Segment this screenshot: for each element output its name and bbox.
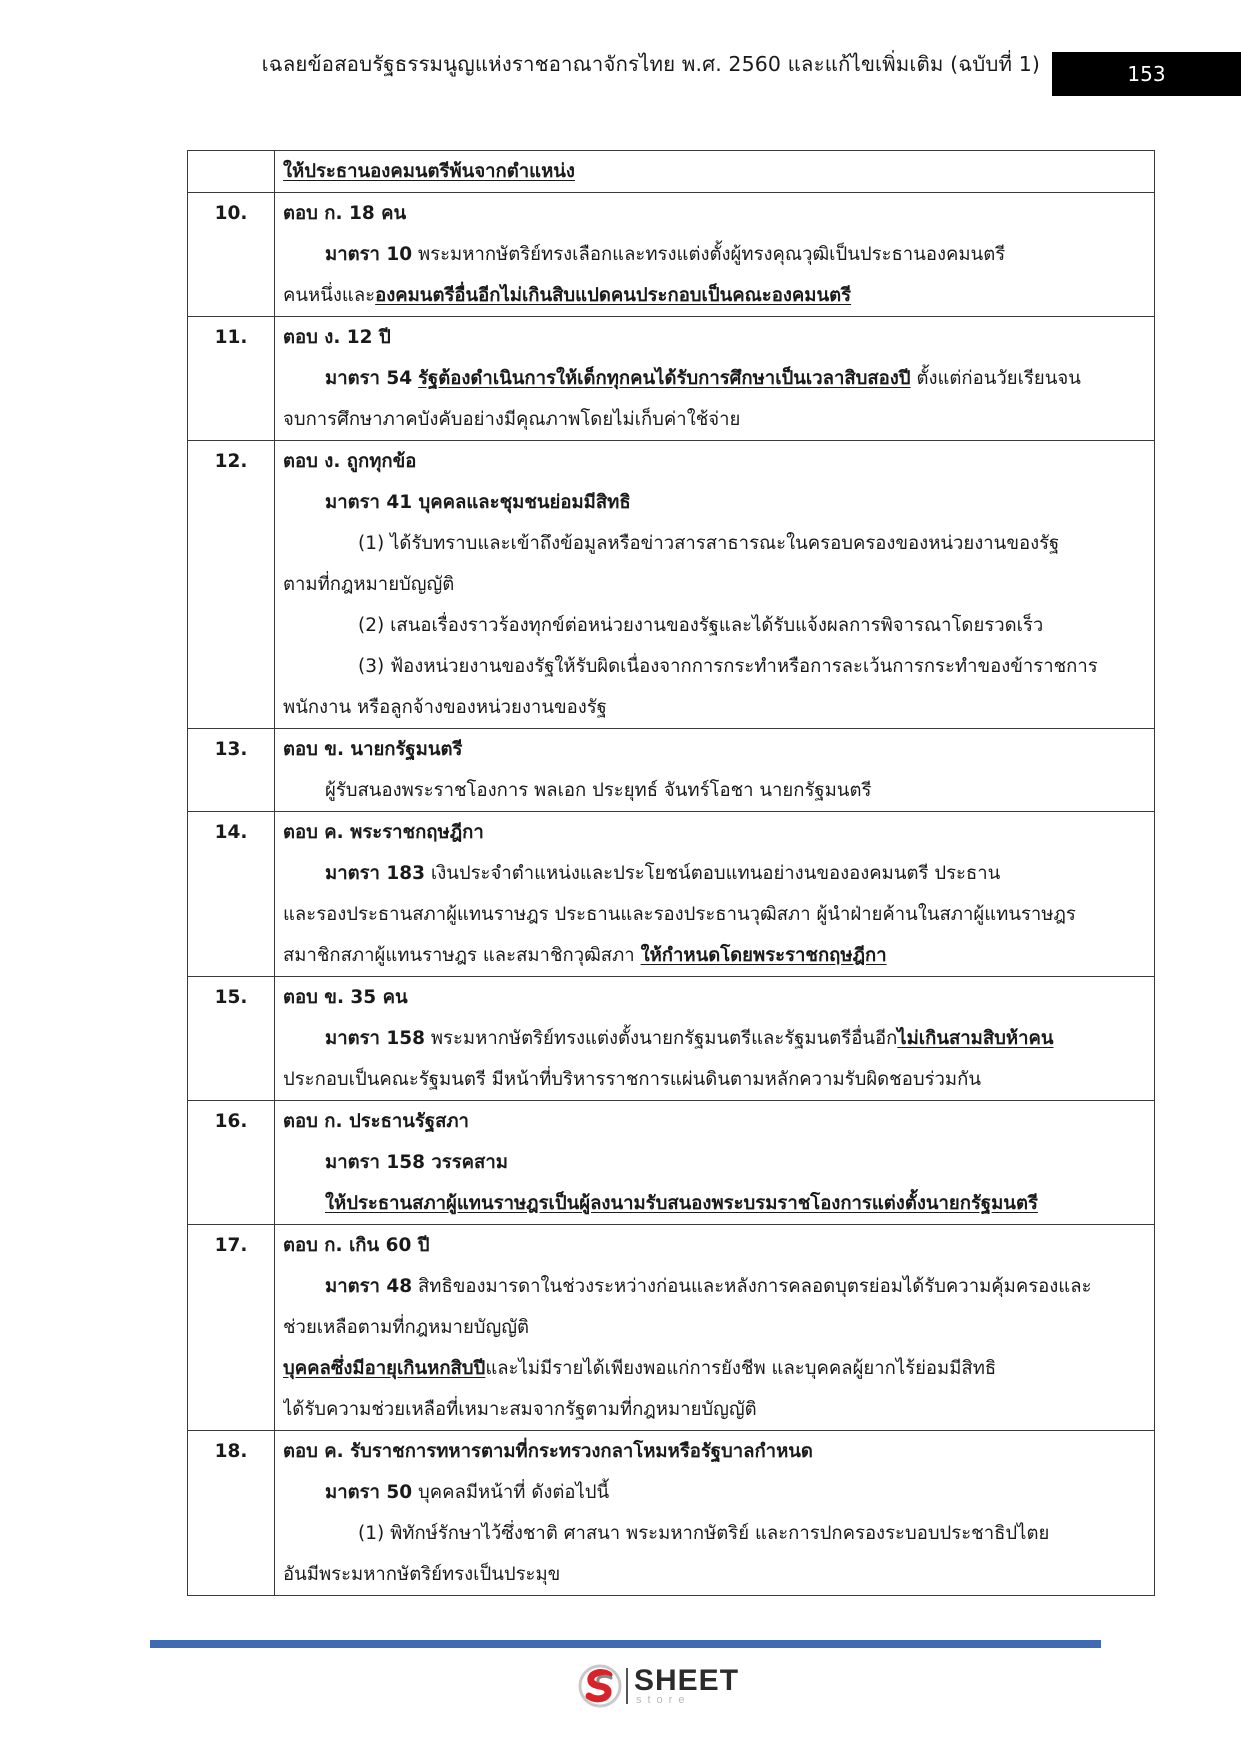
body-text: ประกอบเป็นคณะรัฐมนตรี มีหน้าที่บริหารราชการแผ่นดินตามหลักความรับผิดชอบร่วมกัน bbox=[283, 1069, 981, 1090]
text-line bbox=[283, 935, 1148, 976]
table-row bbox=[188, 977, 1155, 1101]
text-line bbox=[283, 812, 1148, 853]
text-line bbox=[283, 1307, 1148, 1348]
text-line bbox=[283, 894, 1148, 935]
table-row bbox=[188, 151, 1155, 193]
answer-explanation bbox=[275, 441, 1155, 729]
answer-explanation bbox=[275, 1225, 1155, 1431]
text-line bbox=[283, 151, 1148, 192]
sheet-logo-icon bbox=[576, 1662, 624, 1710]
page-number: 153 bbox=[1052, 52, 1241, 96]
question-number: 11. bbox=[188, 317, 275, 441]
text-line bbox=[283, 1101, 1148, 1142]
body-text: (1) ได้รับทราบและเข้าถึงข้อมูลหรือข่าวสารสาธารณะในครอบครองของหน่วยงานของรัฐ bbox=[358, 533, 1060, 554]
text-line bbox=[283, 1142, 1148, 1183]
section-label: มาตรา 50 bbox=[325, 1482, 413, 1503]
emphasis-text: องคมนตรีอื่นอีกไม่เกินสิบแปดคนประกอบเป็นคณะองคมนตรี bbox=[375, 285, 852, 306]
text-line bbox=[283, 977, 1148, 1018]
section-label: มาตรา 183 bbox=[325, 863, 425, 884]
text-line bbox=[283, 1513, 1148, 1554]
body-text: คนหนึ่งและ bbox=[283, 285, 376, 306]
answer-explanation bbox=[275, 193, 1155, 317]
answer-label: ตอบ ค. รับราชการทหารตามที่กระทรวงกลาโหมหรือรัฐบาลกำหนด bbox=[283, 1441, 813, 1462]
body-text: (3) ฟ้องหน่วยงานของรัฐให้รับผิดเนื่องจากการกระทำหรือการละเว้นการกระทำของข้าราชการ bbox=[358, 656, 1098, 677]
answer-label: ตอบ ก. 18 คน bbox=[283, 203, 407, 224]
emphasis-text: ไม่เกินสามสิบห้าคน bbox=[897, 1028, 1054, 1049]
question-number bbox=[188, 151, 275, 193]
table-row bbox=[188, 193, 1155, 317]
text-line bbox=[283, 358, 1148, 399]
body-text: บุคคลมีหน้าที่ ดังต่อไปนี้ bbox=[412, 1482, 610, 1503]
body-text: ได้รับความช่วยเหลือที่เหมาะสมจากรัฐตามที่กฎหมายบัญญัติ bbox=[283, 1399, 757, 1420]
question-number: 10. bbox=[188, 193, 275, 317]
emphasis-text: รัฐต้องดำเนินการให้เด็กทุกคนได้รับการศึกษาเป็นเวลาสิบสองปี bbox=[418, 368, 911, 389]
text-line bbox=[283, 193, 1148, 234]
text-line bbox=[283, 564, 1148, 605]
page-header-title: เฉลยข้อสอบรัฐธรรมนูญแห่งราชอาณาจักรไทย พ.ศ. 2560 และแก้ไขเพิ่มเติม (ฉบับที่ 1) bbox=[261, 52, 1040, 76]
text-line bbox=[283, 729, 1148, 770]
text-line bbox=[283, 853, 1148, 894]
answer-label: ตอบ ง. 12 ปี bbox=[283, 327, 391, 348]
answer-label: ตอบ ข. นายกรัฐมนตรี bbox=[283, 739, 463, 760]
logo-subtext: store bbox=[636, 1694, 691, 1706]
text-line bbox=[283, 275, 1148, 316]
text-line bbox=[283, 605, 1148, 646]
section-label: มาตรา 158 bbox=[325, 1028, 425, 1049]
text-line bbox=[283, 1183, 1148, 1224]
text-line bbox=[283, 523, 1148, 564]
answer-explanation bbox=[275, 1431, 1155, 1596]
text-line bbox=[283, 1059, 1148, 1100]
body-text: (1) พิทักษ์รักษาไว้ซึ่งชาติ ศาสนา พระมหากษัตริย์ และการปกครองระบอบประชาธิปไตย bbox=[358, 1523, 1050, 1544]
section-label: มาตรา 10 bbox=[325, 244, 413, 265]
text-line bbox=[283, 399, 1148, 440]
emphasis-text: บุคคลซึ่งมีอายุเกินหกสิบปี bbox=[283, 1358, 486, 1379]
emphasis-text: ให้ประธานสภาผู้แทนราษฎรเป็นผู้ลงนามรับสนองพระบรมราชโองการแต่งตั้งนายกรัฐมนตรี bbox=[325, 1193, 1038, 1214]
text-line bbox=[283, 482, 1148, 523]
answer-explanation bbox=[275, 317, 1155, 441]
body-text: ตามที่กฎหมายบัญญัติ bbox=[283, 574, 455, 595]
body-text: และไม่มีรายได้เพียงพอแก่การยังชีพ และบุคคลผู้ยากไร้ย่อมมีสิทธิ bbox=[485, 1358, 997, 1379]
text-line bbox=[283, 1554, 1148, 1595]
section-label: มาตรา 41 บุคคลและชุมชนย่อมมีสิทธิ bbox=[325, 492, 631, 513]
question-number: 16. bbox=[188, 1101, 275, 1225]
body-text: พนักงาน หรือลูกจ้างของหน่วยงานของรัฐ bbox=[283, 697, 607, 718]
answer-label: ตอบ ค. พระราชกฤษฎีกา bbox=[283, 822, 484, 843]
section-label: มาตรา 158 วรรคสาม bbox=[325, 1152, 508, 1173]
table-row bbox=[188, 729, 1155, 812]
body-text: ผู้รับสนองพระราชโองการ พลเอก ประยุทธ์ จันทร์โอชา นายกรัฐมนตรี bbox=[325, 780, 872, 801]
answer-explanation bbox=[275, 977, 1155, 1101]
emphasis-text: ให้ประธานองคมนตรีพ้นจากตำแหน่ง bbox=[283, 161, 575, 182]
body-text: สมาชิกสภาผู้แทนราษฎร และสมาชิกวุฒิสภา bbox=[283, 945, 641, 966]
text-line bbox=[283, 1018, 1148, 1059]
text-line bbox=[283, 1225, 1148, 1266]
answer-label: ตอบ ก. ประธานรัฐสภา bbox=[283, 1111, 469, 1132]
question-number: 15. bbox=[188, 977, 275, 1101]
text-line bbox=[283, 687, 1148, 728]
text-line bbox=[283, 1389, 1148, 1430]
answer-explanation bbox=[275, 812, 1155, 977]
table-row bbox=[188, 812, 1155, 977]
text-line bbox=[283, 1348, 1148, 1389]
answer-explanation bbox=[275, 151, 1155, 193]
answer-explanation bbox=[275, 729, 1155, 812]
body-text: อันมีพระมหากษัตริย์ทรงเป็นประมุข bbox=[283, 1564, 561, 1585]
section-label: มาตรา 54 bbox=[325, 368, 413, 389]
body-text: พระมหากษัตริย์ทรงแต่งตั้งนายกรัฐมนตรีและรัฐมนตรีอื่นอีก bbox=[424, 1028, 898, 1049]
text-line bbox=[283, 770, 1148, 811]
table-row bbox=[188, 1225, 1155, 1431]
footer-divider bbox=[150, 1640, 1101, 1648]
body-text: เงินประจำตำแหน่งและประโยชน์ตอบแทนอย่างนขององคมนตรี ประธาน bbox=[424, 863, 1001, 884]
answer-label: ตอบ ก. เกิน 60 ปี bbox=[283, 1235, 430, 1256]
text-line bbox=[283, 1431, 1148, 1472]
answer-label: ตอบ ง. ถูกทุกข้อ bbox=[283, 451, 417, 472]
body-text: จบการศึกษาภาคบังคับอย่างมีคุณภาพโดยไม่เก็บค่าใช้จ่าย bbox=[283, 409, 741, 430]
question-number: 13. bbox=[188, 729, 275, 812]
body-text: พระมหากษัตริย์ทรงเลือกและทรงแต่งตั้งผู้ทรงคุณวุฒิเป็นประธานองคมนตรี bbox=[412, 244, 1006, 265]
answer-table bbox=[187, 150, 1155, 1596]
body-text: (2) เสนอเรื่องราวร้องทุกข์ต่อหน่วยงานของรัฐและได้รับแจ้งผลการพิจารณาโดยรวดเร็ว bbox=[358, 615, 1044, 636]
question-number: 18. bbox=[188, 1431, 275, 1596]
text-line bbox=[283, 1472, 1148, 1513]
question-number: 14. bbox=[188, 812, 275, 977]
question-number: 17. bbox=[188, 1225, 275, 1431]
logo-wordmark: SHEET bbox=[634, 1664, 740, 1697]
table-row bbox=[188, 317, 1155, 441]
answer-explanation bbox=[275, 1101, 1155, 1225]
body-text: และรองประธานสภาผู้แทนราษฎร ประธานและรองประธานวุฒิสภา ผู้นำฝ่ายค้านในสภาผู้แทนราษฎร bbox=[283, 904, 1076, 925]
text-line bbox=[283, 1266, 1148, 1307]
body-text: ตั้งแต่ก่อนวัยเรียนจน bbox=[910, 368, 1081, 389]
emphasis-text: ให้กำหนดโดยพระราชกฤษฎีกา bbox=[640, 945, 887, 966]
text-line bbox=[283, 234, 1148, 275]
section-label: มาตรา 48 bbox=[325, 1276, 413, 1297]
body-text: ช่วยเหลือตามที่กฎหมายบัญญัติ bbox=[283, 1317, 530, 1338]
text-line bbox=[283, 441, 1148, 482]
answer-label: ตอบ ข. 35 คน bbox=[283, 987, 408, 1008]
text-line bbox=[283, 317, 1148, 358]
table-row bbox=[188, 1101, 1155, 1225]
logo-divider bbox=[626, 1668, 628, 1704]
body-text: สิทธิของมารดาในช่วงระหว่างก่อนและหลังการคลอดบุตรย่อมได้รับความคุ้มครองและ bbox=[412, 1276, 1092, 1297]
table-row bbox=[188, 1431, 1155, 1596]
table-row bbox=[188, 441, 1155, 729]
text-line bbox=[283, 646, 1148, 687]
question-number: 12. bbox=[188, 441, 275, 729]
